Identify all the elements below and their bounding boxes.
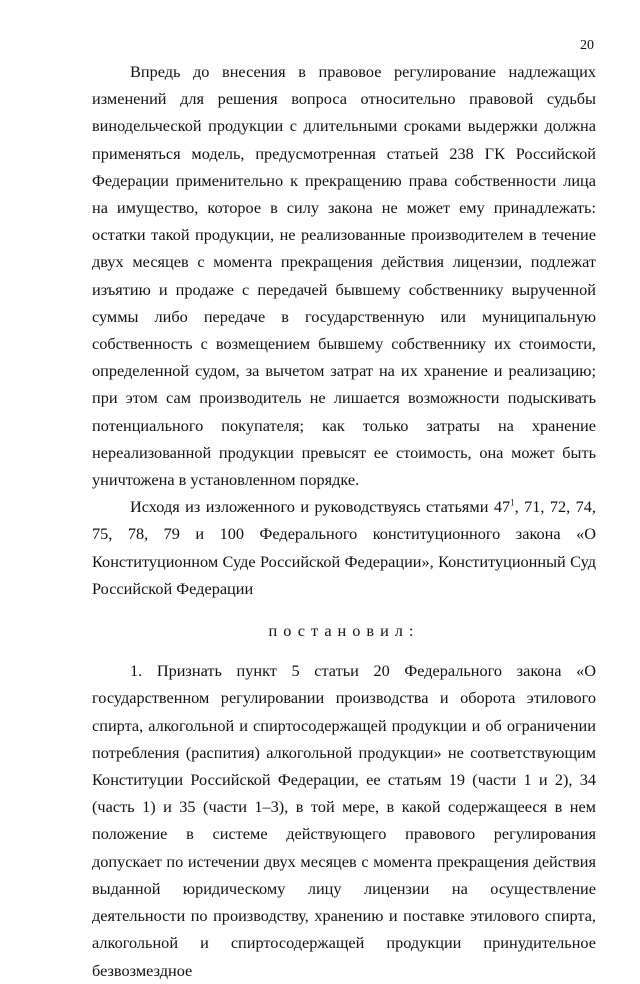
document-body	[92, 58, 596, 984]
paragraph-interim-model: Впредь до внесения в правовое регулирование надлежащих изменений для решения вопроса относительно правовой судьбы винодельческой продукции с длительными сроками выдержки должна применяться модель, предусмотренная статьей 238 ГК Российской Федерации применительно к прекращению права собственности лица на имущество, которое в силу закона не может ему принадлежать: остатки такой продукции, не реализованные производителем в течение двух месяцев с момента прекращения действия лицензии, подлежат изъятию и продаже с передачей бывшему собственнику вырученной суммы либо передаче в государственную или муниципальную собственность с возмещением бывшему собственнику их стоимости, определенной судом, за вычетом затрат на их хранение и реализацию; при этом сам производитель не лишается возможности подыскивать потенциального покупателя; как только затраты на хранение нереализованной продукции превысят ее стоимость, она может быть уничтожена в установленном порядке.	[92, 62, 596, 490]
paragraph-resolution-item-1: 1. Признать пункт 5 статьи 20 Федерального закона «О государственном регулировании производства и оборота этилового спирта, алкогольной и спиртосодержащей продукции и об ограничении потребления (распития) алкогольной продукции» не соответствующим Конституции Российской Федерации, ее статьям 19 (части 1 и 2), 34 (часть 1) и 35 (части 1–3), в той мере, в какой содержащееся в нем положение в системе действующего правового регулирования допускает по истечении двух месяцев с момента прекращения действия выданной юридическому лицу лицензии на осуществление деятельности по производству, хранению и поставке этилового спирта, алкогольной и спиртосодержащей продукции принудительное безвозмездное	[92, 661, 596, 980]
resolution-heading: постановил:	[268, 621, 420, 641]
page-number: 20	[580, 38, 594, 53]
legal-basis-text-start: Исходя из изложенного и руководствуясь статьями 47	[130, 497, 511, 517]
paragraph-legal-basis	[92, 493, 596, 602]
legal-basis-text-end: , 71, 72, 74, 75, 78, 79 и 100 Федерального конституционного закона «О Конституционном Суде Российской Федерации», Конституционный Суд Российской Федерации	[92, 497, 596, 598]
article-superscript: 1	[510, 497, 515, 508]
